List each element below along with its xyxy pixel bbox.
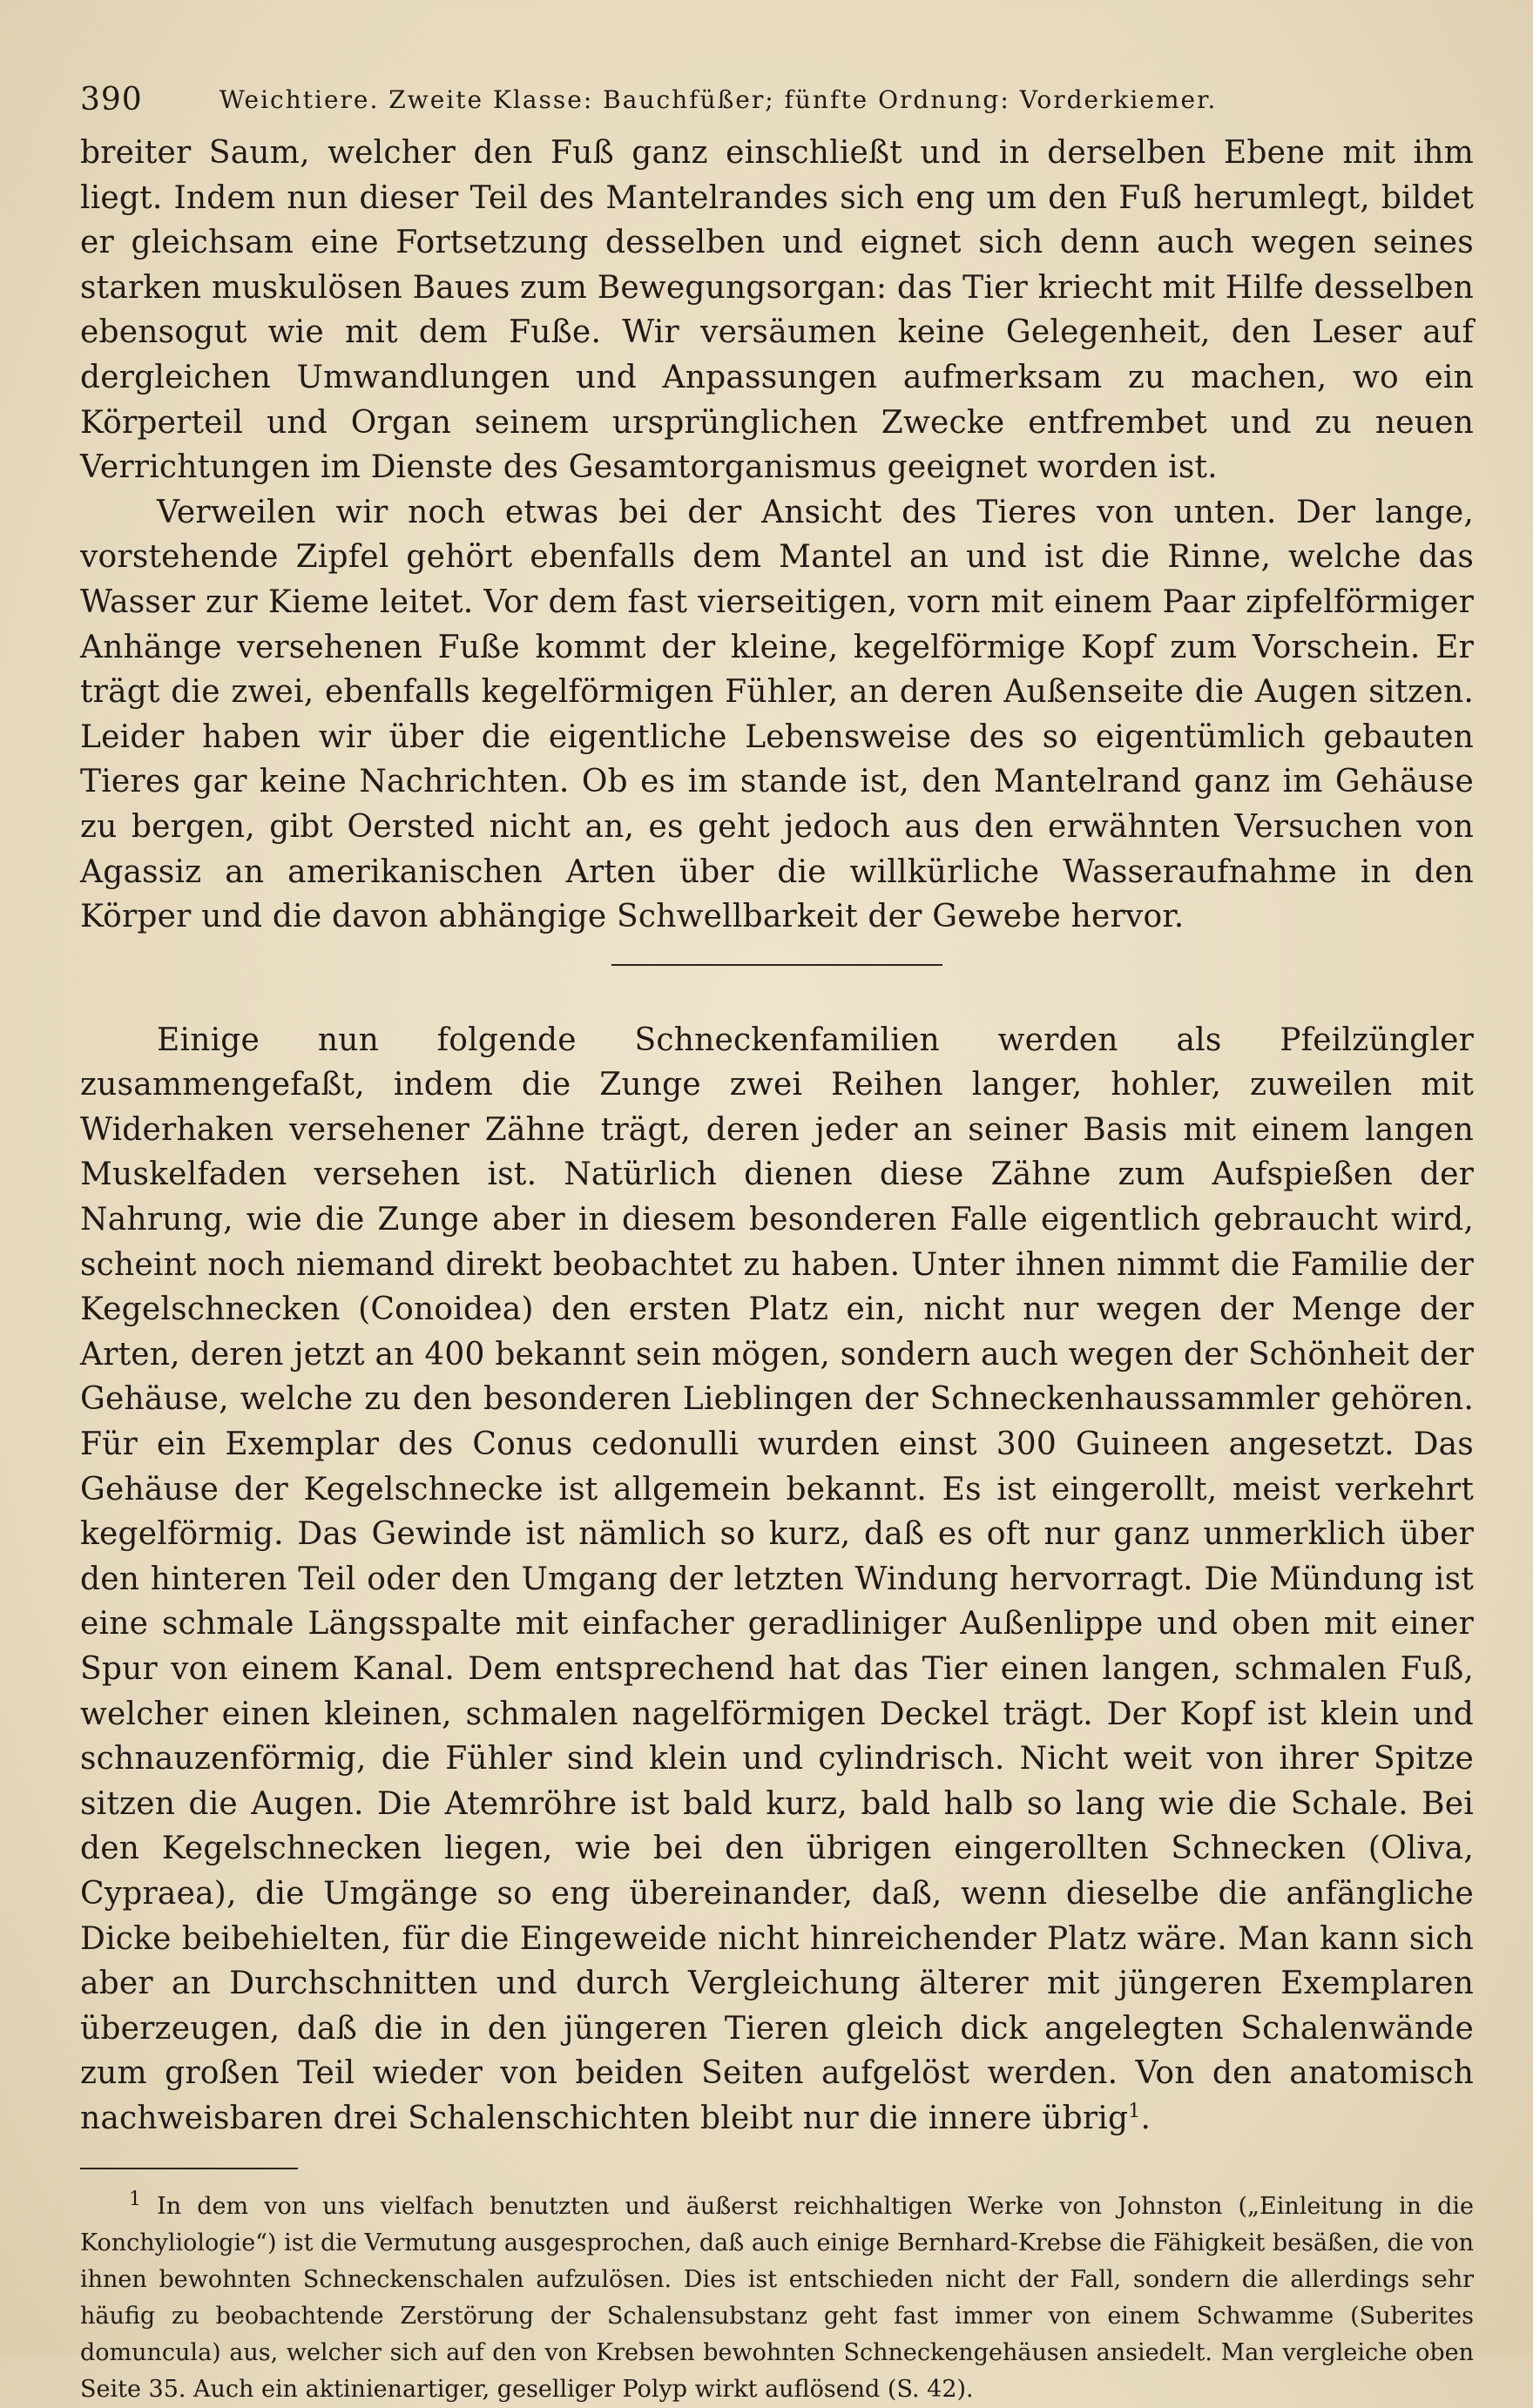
running-title: Weichtiere. Zweite Klasse: Bauchfüßer; fünfte Ordnung: Vorderkiemer. xyxy=(219,85,1218,114)
paragraph-conoidea-text: Einige nun folgende Schneckenfamilien werden als Pfeilzüngler zusammengefaßt, indem die Zunge zwei Reihen langer, hohler, zuweilen mit Widerhaken versehener Zähne trägt, deren jeder an seiner Basis mit einem langen Muskelfaden versehen ist. Natürlich dienen diese Zähne zum Aufspießen der Nahrung, wie die Zunge aber in diesem besonderen Falle eigentlich gebraucht wird, scheint noch niemand direkt beobachtet zu haben. Unter ihnen nimmt die Familie der Kegelschnecken (Conoidea) den ersten Platz ein, nicht nur wegen der Menge der Arten, deren jetzt an 400 bekannt sein mögen, sondern auch wegen der Schönheit der Gehäuse, welche zu den besonderen Lieblingen der Schneckenhaussammler gehören. Für ein Exemplar des Conus cedonulli wurden einst 300 Guineen angesetzt. Das Gehäuse der Kegelschnecke ist allgemein bekannt. Es ist eingerollt, meist verkehrt kegelförmig. Das Gewinde ist nämlich so kurz, daß es oft nur ganz unmerklich über den hinteren Teil oder den Umgang der letzten Windung hervorragt. Die Mündung ist eine schmale Längsspalte mit einfacher geradliniger Außenlippe und oben mit einer Spur von einem Kanal. Dem entsprechend hat das Tier einen langen, schmalen Fuß, welcher einen kleinen, schmalen nagelförmigen Deckel trägt. Der Kopf ist klein und schnauzenförmig, die Fühler sind klein und cylindrisch. Nicht weit von ihrer Spitze sitzen die Augen. Die Atemröhre ist bald kurz, bald halb so lang wie die Schale. Bei den Kegelschnecken liegen, wie bei den übrigen eingerollten Schnecken (Oliva, Cypraea), die Umgänge so eng übereinander, daß, wenn dieselbe die anfängliche Dicke beibehielten, für die Eingeweide nicht hinreichender Platz wäre. Man kann sich aber an Durchschnitten und durch Vergleichung älterer mit jüngeren Exemplaren überzeugen, daß die in den jüngeren Tieren gleich dick angelegten Schalenwände zum großen Teil wieder von beiden Seiten aufgelöst werden. Von den anatomisch nachweisbaren drei Schalenschichten bleibt nur die innere übrig xyxy=(80,1022,1474,2136)
footnote-text: In dem von uns vielfach benutzten und äußerst reichhaltigen Werke von Johnston („Einleitung in die Konchyliologie“) ist die Vermutung ausgesprochen, daß auch einige Bernhard-Krebse die Fähigkeit besäßen, die von ihnen bewohnten Schneckenschalen aufzulösen. Dies ist entschieden nicht der Fall, sondern die allerdings sehr häufig zu beobachtende Zerstörung der Schalensubstanz geht fast immer von einem Schwamme (Suberites domuncula) aus, welcher sich auf den von Krebsen bewohnten Schneckengehäusen ansiedelt. Man vergleiche oben Seite 35. Auch ein aktinienartiger, geselliger Polyp wirkt auflösend (S. 42). xyxy=(80,2192,1474,2403)
section-divider xyxy=(611,964,942,966)
footnote-divider xyxy=(80,2168,298,2169)
paragraph-conoidea: Einige nun folgende Schneckenfamilien werden als Pfeilzüngler zusammengefaßt, indem die Zunge zwei Reihen langer, hohler, zuweilen mit Widerhaken versehener Zähne trägt, deren jeder an seiner Basis mit einem langen Muskelfaden versehen ist. Natürlich dienen diese Zähne zum Aufspießen der Nahrung, wie die Zunge aber in diesem besonderen Falle eigentlich gebraucht wird, scheint noch niemand direkt beobachtet zu haben. Unter ihnen nimmt die Familie der Kegelschnecken (Conoidea) den ersten Platz ein, nicht nur wegen der Menge der Arten, deren jetzt an 400 bekannt sein mögen, sondern auch wegen der Schönheit der Gehäuse, welche zu den besonderen Lieblingen der Schneckenhaussammler gehören. Für ein Exemplar des Conus cedonulli wurden einst 300 Guineen angesetzt. Das Gehäuse der Kegelschnecke ist allgemein bekannt. Es ist eingerollt, meist verkehrt kegelförmig. Das Gewinde ist nämlich so kurz, daß es oft nur ganz unmerklich über den hinteren Teil oder den Umgang der letzten Windung hervorragt. Die Mündung ist eine schmale Längsspalte mit einfacher geradliniger Außenlippe und oben mit einer Spur von einem Kanal. Dem entsprechend hat das Tier einen langen, schmalen Fuß, welcher einen kleinen, schmalen nagelförmigen Deckel trägt. Der Kopf ist klein und schnauzenförmig, die Fühler sind klein und cylindrisch. Nicht weit von ihrer Spitze sitzen die Augen. Die Atemröhre ist bald kurz, bald halb so lang wie die Schale. Bei den Kegelschnecken liegen, wie bei den übrigen eingerollten Schnecken (Oliva, Cypraea), die Umgänge so eng übereinander, daß, wenn dieselbe die anfängliche Dicke beibehielten, für die Eingeweide nicht hinreichender Platz wäre. Man kann sich aber an Durchschnitten und durch Vergleichung älterer mit jüngeren Exemplaren überzeugen, daß die in den jüngeren Tieren gleich dick angelegten Schalenwände zum großen Teil wieder von beiden Seiten aufgelöst werden. Von den anatomisch nachweisbaren drei Schalenschichten bleibt nur die innere übrig$^1$. xyxy=(80,1022,1474,2136)
body-text xyxy=(80,131,1474,2408)
footnote xyxy=(80,2189,1474,2408)
page-number: 390 xyxy=(80,82,143,118)
paragraph-continued: breiter Saum, welcher den Fuß ganz einschließt und in derselben Ebene mit ihm liegt. Indem nun dieser Teil des Mantelrandes sich eng um den Fuß herumlegt, bildet er gleichsam eine Fortsetzung desselben und eignet sich denn auch wegen seines starken muskulösen Baues zum Bewegungsorgan: das Tier kriecht mit Hilfe desselben ebensogut wie mit dem Fuße. Wir versäumen keine Gelegenheit, den Leser auf dergleichen Umwandlungen und Anpassungen aufmerksam zu machen, wo ein Körperteil und Organ seinem ursprünglichen Zwecke entfrembet und zu neuen Verrichtungen im Dienste des Gesamtorganismus geeignet worden ist. xyxy=(80,135,1474,486)
running-head xyxy=(80,77,1474,125)
paragraph-underside-view: Verweilen wir noch etwas bei der Ansicht des Tieres von unten. Der lange, vorstehende Zipfel gehört ebenfalls dem Mantel an und ist die Rinne, welche das Wasser zur Kieme leitet. Vor dem fast vierseitigen, vorn mit einem Paar zipfelförmiger Anhänge versehenen Fuße kommt der kleine, kegelförmige Kopf zum Vorschein. Er trägt die zwei, ebenfalls kegelförmigen Fühler, an deren Außenseite die Augen sitzen. Leider haben wir über die eigentliche Lebensweise des so eigentümlich gebauten Tieres gar keine Nachrichten. Ob es im stande ist, den Mantelrand ganz im Gehäuse zu bergen, gibt Oersted nicht an, es geht jedoch aus den erwähnten Versuchen von Agassiz an amerikanischen Arten über die willkürliche Wasseraufnahme in den Körper und die davon abhängige Schwellbarkeit der Gewebe hervor. xyxy=(80,494,1474,935)
footnote-reference[interactable]: 1 xyxy=(1128,2100,1141,2122)
footnote-marker: 1 xyxy=(129,2188,141,2210)
